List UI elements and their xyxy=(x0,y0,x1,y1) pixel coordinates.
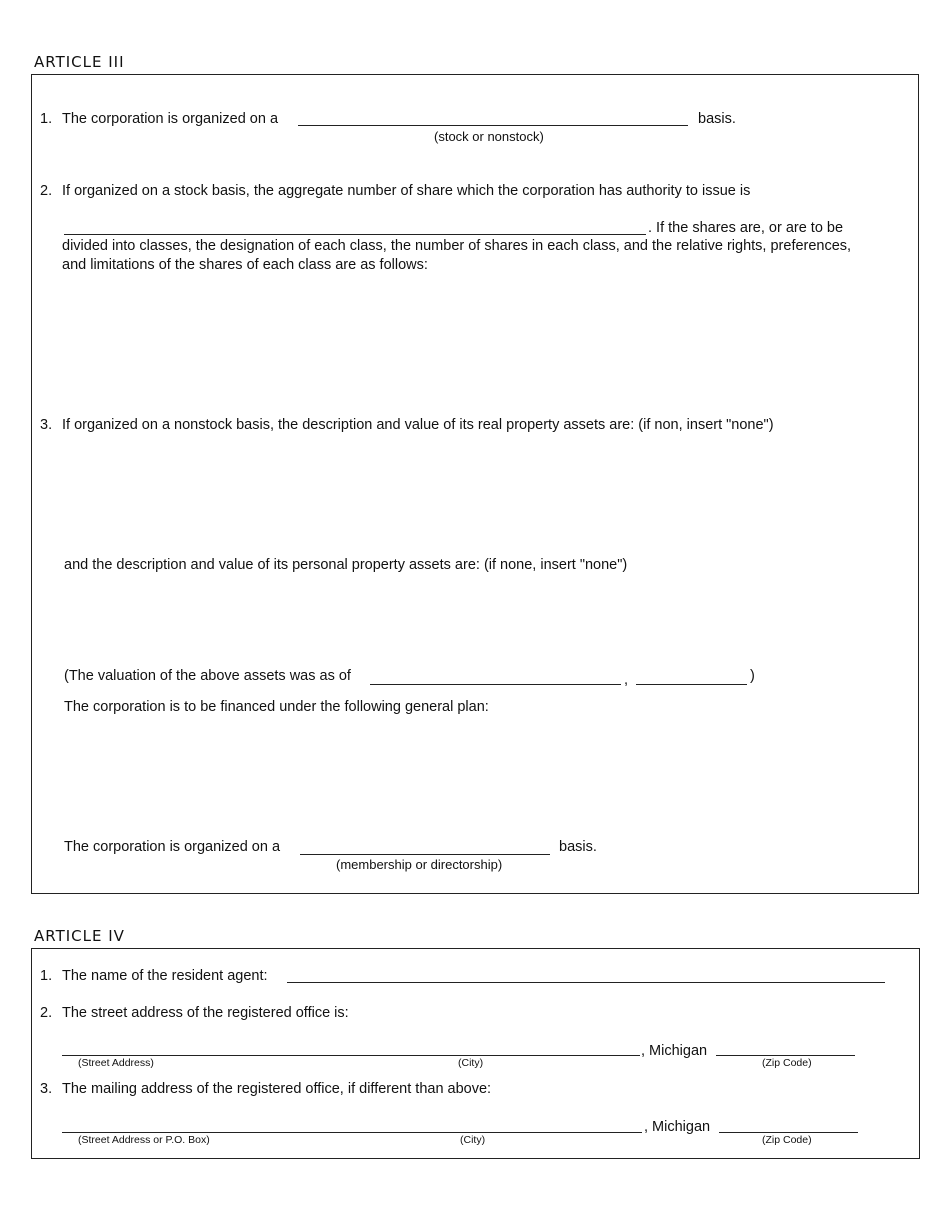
article-4-heading: ARTICLE IV xyxy=(34,927,125,945)
a3-item3-personal: and the description and value of its personal property assets are: (if none, insert "none") xyxy=(64,557,628,573)
a3-valuation-prefix: (The valuation of the above assets was as of xyxy=(64,668,351,684)
a4-item2-number: 2. xyxy=(40,1005,53,1021)
a3-item3-number: 3. xyxy=(40,417,53,433)
membership-basis-field[interactable] xyxy=(300,854,550,855)
a4-item2-state: , Michigan xyxy=(641,1043,708,1059)
a3-financed-label: The corporation is to be financed under the following general plan: xyxy=(64,699,489,715)
a3-organized-prefix: The corporation is organized on a xyxy=(64,839,281,855)
registered-office-zip-field[interactable] xyxy=(716,1055,855,1056)
valuation-year-field[interactable] xyxy=(636,684,747,685)
registered-office-street-city-field[interactable] xyxy=(62,1055,640,1056)
a3-item1-caption: (stock or nonstock) xyxy=(434,129,544,144)
mailing-address-street-city-field[interactable] xyxy=(62,1132,642,1133)
organization-basis-field[interactable] xyxy=(298,125,688,126)
a3-item2-line3: divided into classes, the designation of each class, the number of shares in each class, and the relative rights, preferences, xyxy=(62,238,852,254)
a4-item1-label: The name of the resident agent: xyxy=(62,968,268,984)
a3-item2-number: 2. xyxy=(40,183,53,199)
a4-item3-label: The mailing address of the registered office, if different than above: xyxy=(62,1081,492,1097)
a4-item3-cap-street: (Street Address or P.O. Box) xyxy=(78,1134,210,1146)
a3-item2-after-blank: . If the shares are, or are to be xyxy=(648,220,844,236)
a3-valuation-close: ) xyxy=(750,668,755,684)
a3-item1-prefix: The corporation is organized on a xyxy=(62,111,279,127)
a4-item2-cap-zip: (Zip Code) xyxy=(762,1057,812,1069)
a3-organized-caption: (membership or directorship) xyxy=(336,857,503,872)
a3-item2-line1: If organized on a stock basis, the aggregate number of share which the corporation has authority to issue is xyxy=(62,183,751,199)
a4-item3-state: , Michigan xyxy=(644,1119,711,1135)
a3-item1-suffix: basis. xyxy=(698,111,736,127)
a3-valuation-comma: , xyxy=(624,672,629,688)
a3-item2-line4: and limitations of the shares of each class are as follows: xyxy=(62,257,428,273)
a4-item1-number: 1. xyxy=(40,968,53,984)
a3-organized-suffix: basis. xyxy=(559,839,597,855)
a4-item3-cap-city: (City) xyxy=(460,1134,486,1146)
valuation-date-field[interactable] xyxy=(370,684,621,685)
authorized-shares-field[interactable] xyxy=(64,234,646,235)
resident-agent-field[interactable] xyxy=(287,982,885,983)
a4-item2-cap-city: (City) xyxy=(458,1057,484,1069)
mailing-address-zip-field[interactable] xyxy=(719,1132,858,1133)
a4-item3-number: 3. xyxy=(40,1081,53,1097)
a4-item2-cap-street: (Street Address) xyxy=(78,1057,154,1069)
a3-item3-line1: If organized on a nonstock basis, the description and value of its real property assets are: (if non, insert "none") xyxy=(62,417,774,433)
a4-item2-label: The street address of the registered office is: xyxy=(62,1005,349,1021)
a4-item3-cap-zip: (Zip Code) xyxy=(762,1134,812,1146)
article-3-heading: ARTICLE III xyxy=(34,53,125,71)
a3-item1-number: 1. xyxy=(40,111,53,127)
